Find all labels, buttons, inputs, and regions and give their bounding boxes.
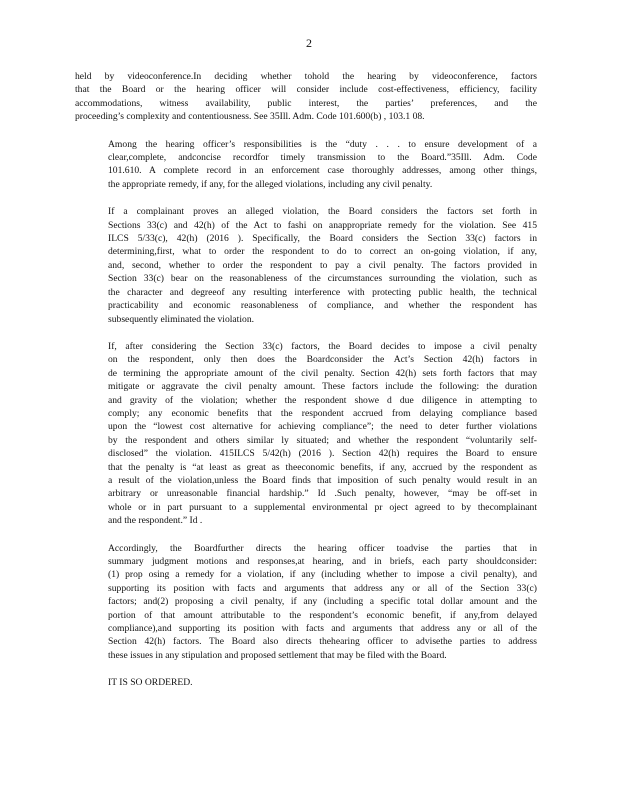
page-number: 2 [306,36,312,50]
text-line: and the respondent.” Id . [108,515,203,527]
text-line: portion of that amount attributable to the respondent’s economic benefit, if any,from delayed [108,609,537,621]
text-line: Section 42(h) factors. The Board also directs thehearing officer to advisethe parties to address [108,636,537,648]
text-line: that the penalty is “at least as great as theeconomic benefits, if any, accrued by the respondent as [108,461,537,473]
text-line: on the respondent, only then does the Boardconsider the Act’s Section 42(h) factors in [108,354,537,366]
text-line: 101.610. A complete record in an enforcement case thoroughly addresses, among other things, [108,165,537,177]
text-line: comply; any economic benefits that the respondent accrued from delaying compliance based [108,407,537,419]
text-line: subsequently eliminated the violation. [108,313,255,325]
paragraph-5 [75,542,537,663]
text-line: If, after considering the Section 33(c) factors, the Board decides to impose a civil penalty [108,340,537,352]
text-line: (1) prop osing a remedy for a violation, if any (including whether to impose a civil penalty), and [108,569,537,581]
text-line: practicability and economic reasonableness of compliance, and whether the respondent has [108,300,537,312]
text-line: that the Board or the hearing officer will consider include cost-effectiveness, efficiency, facility [75,84,537,96]
paragraph-2 [75,138,537,192]
paragraph-1 [75,70,537,124]
text-line: mitigate or aggravate the civil penalty amount. These factors include the following: the duration [108,381,537,393]
text-line: held by videoconference.In deciding whether tohold the hearing by videoconference, factors [75,71,537,82]
text-line: by the respondent and others similar ly situated; and whether the respondent “voluntarily self- [108,434,537,446]
paragraph-4 [75,340,537,528]
text-line: Accordingly, the Boardfurther directs the hearing officer toadvise the parties that in [108,542,537,554]
text-line: proceeding’s complexity and contentiousness. See 35Ill. Adm. Code 101.600(b) , 103.1 08. [75,111,425,123]
text-line: supporting its position with facts and arguments that address any or all of the Section 33(c) [108,582,537,594]
text-line: de termining the appropriate amount of the civil penalty. Section 42(h) sets forth factors that may [108,367,537,379]
text-line: disclosed” the violation. 415ILCS 5/42(h) (2016 ). Section 42(h) requires the Board to ensure [108,448,537,460]
text-line: whole or in part pursuant to a supplemental environmental pr oject agreed to by thecomplainant [108,501,537,513]
text-line: If a complainant proves an alleged violation, the Board considers the factors set forth in [108,206,537,218]
text-line: arbitrary or unreasonable financial hardship.” Id .Such penalty, however, “may be off-set in [108,488,537,500]
text-line: these issues in any stipulation and proposed settlement that may be filed with the Board. [108,649,447,661]
text-line: a result of the violation,unless the Board finds that imposition of such penalty would result in an [108,474,537,486]
text-line: factors; and(2) proposing a civil penalty, if any (including a specific total dollar amount and the [108,596,537,608]
text-line: determining,first, what to order the respondent to do to correct an on-going violation, if any, [108,246,537,258]
text-line: the appropriate remedy, if any, for the alleged violations, including any civil penalty. [108,178,433,190]
text-line: summary judgment motions and responses,at hearing, and in briefs, each party shouldconsider: [108,556,537,567]
text-line: Section 33(c) bear on the reasonableness of the circumstances surrounding the violation, such as [108,273,537,285]
paragraph-3 [75,205,537,326]
closing-order: IT IS SO ORDERED. [108,677,193,689]
text-line: and gravity of the violation; whether the respondent showe d due diligence in attempting to [108,394,537,406]
text-line: the character and degreeof any resulting interference with protecting public health, the technical [108,286,537,298]
document-body [75,70,537,690]
text-line: accommodations, witness availability, public interest, the parties’ preferences, and the [75,97,537,109]
text-line: and, second, whether to order the respondent to pay a civil penalty. The factors provided in [108,259,537,271]
text-line: Among the hearing officer’s responsibilities is the “duty . . . to ensure development of a [108,138,537,150]
text-line: compliance),and supporting its position with facts and arguments that address any or all of the [108,623,537,635]
text-line: ILCS 5/33(c), 42(h) (2016 ). Specifically, the Board considers the Section 33(c) factors in [108,233,537,245]
text-line: Sections 33(c) and 42(h) of the Act to fashi on anappropriate remedy for the violation. See 415 [108,219,537,231]
text-line: upon the “lowest cost alternative for achieving compliance”; the need to deter further violations [108,421,537,433]
text-line: clear,complete, andconcise recordfor timely transmission to the Board.”35Ill. Adm. Code [108,152,537,164]
